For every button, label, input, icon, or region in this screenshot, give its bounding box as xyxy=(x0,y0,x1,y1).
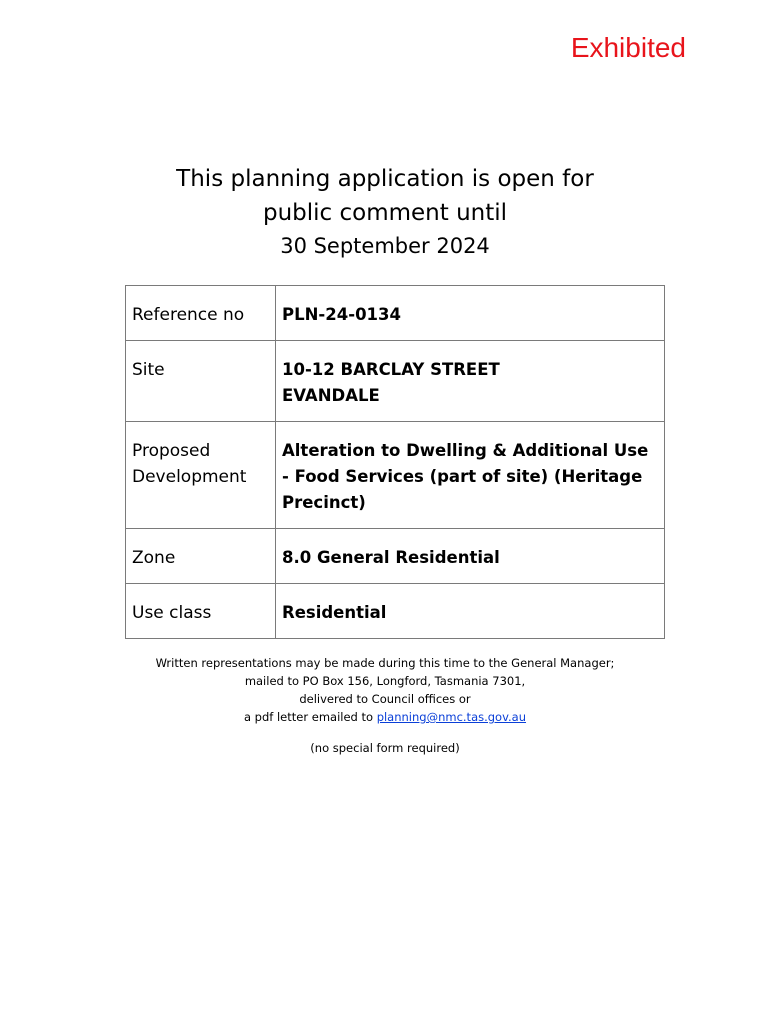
heading-line-1: This planning application is open for xyxy=(176,166,594,192)
site-value-line-1: 10-12 BARCLAY STREET xyxy=(282,360,500,379)
development-value-line-2: - Food Services (part of site) (Heritage xyxy=(282,467,643,486)
table-row-use-class xyxy=(126,584,665,639)
instructions-line-1: Written representations may be made during this time to the General Manager; xyxy=(155,656,615,670)
email-prefix-text: a pdf letter emailed to xyxy=(243,710,377,724)
development-value-line-3: Precinct) xyxy=(282,493,366,512)
table-row-site xyxy=(126,341,665,422)
development-label-line-2: Development xyxy=(132,467,247,487)
comment-deadline-date: 30 September 2024 xyxy=(280,234,490,258)
development-value xyxy=(276,422,665,529)
application-details-table xyxy=(125,285,665,639)
development-label xyxy=(126,422,276,529)
development-value-line-1: Alteration to Dwelling & Additional Use xyxy=(282,441,649,460)
reference-label: Reference no xyxy=(126,286,276,341)
zone-label: Zone xyxy=(126,529,276,584)
submission-instructions xyxy=(0,654,770,757)
heading-line-2: public comment until xyxy=(262,200,508,226)
site-label: Site xyxy=(126,341,276,422)
table-row-development xyxy=(126,422,665,529)
use-class-label: Use class xyxy=(126,584,276,639)
site-value-line-2: EVANDALE xyxy=(282,386,380,405)
planning-email-link[interactable]: planning@nmc.tas.gov.au xyxy=(376,710,527,724)
instructions-line-3: delivered to Council offices or xyxy=(299,692,471,706)
use-class-value: Residential xyxy=(276,584,665,639)
exhibited-stamp: Exhibited xyxy=(570,32,686,63)
instructions-line-4 xyxy=(0,708,770,726)
site-value xyxy=(276,341,665,422)
zone-value: 8.0 General Residential xyxy=(276,529,665,584)
table-row-zone xyxy=(126,529,665,584)
table-row-reference xyxy=(126,286,665,341)
development-label-line-1: Proposed xyxy=(132,441,211,461)
instructions-line-2: mailed to PO Box 156, Longford, Tasmania 7301, xyxy=(244,674,526,688)
reference-value: PLN-24-0134 xyxy=(276,286,665,341)
no-form-required-note: (no special form required) xyxy=(310,741,460,755)
notice-heading xyxy=(0,162,770,262)
